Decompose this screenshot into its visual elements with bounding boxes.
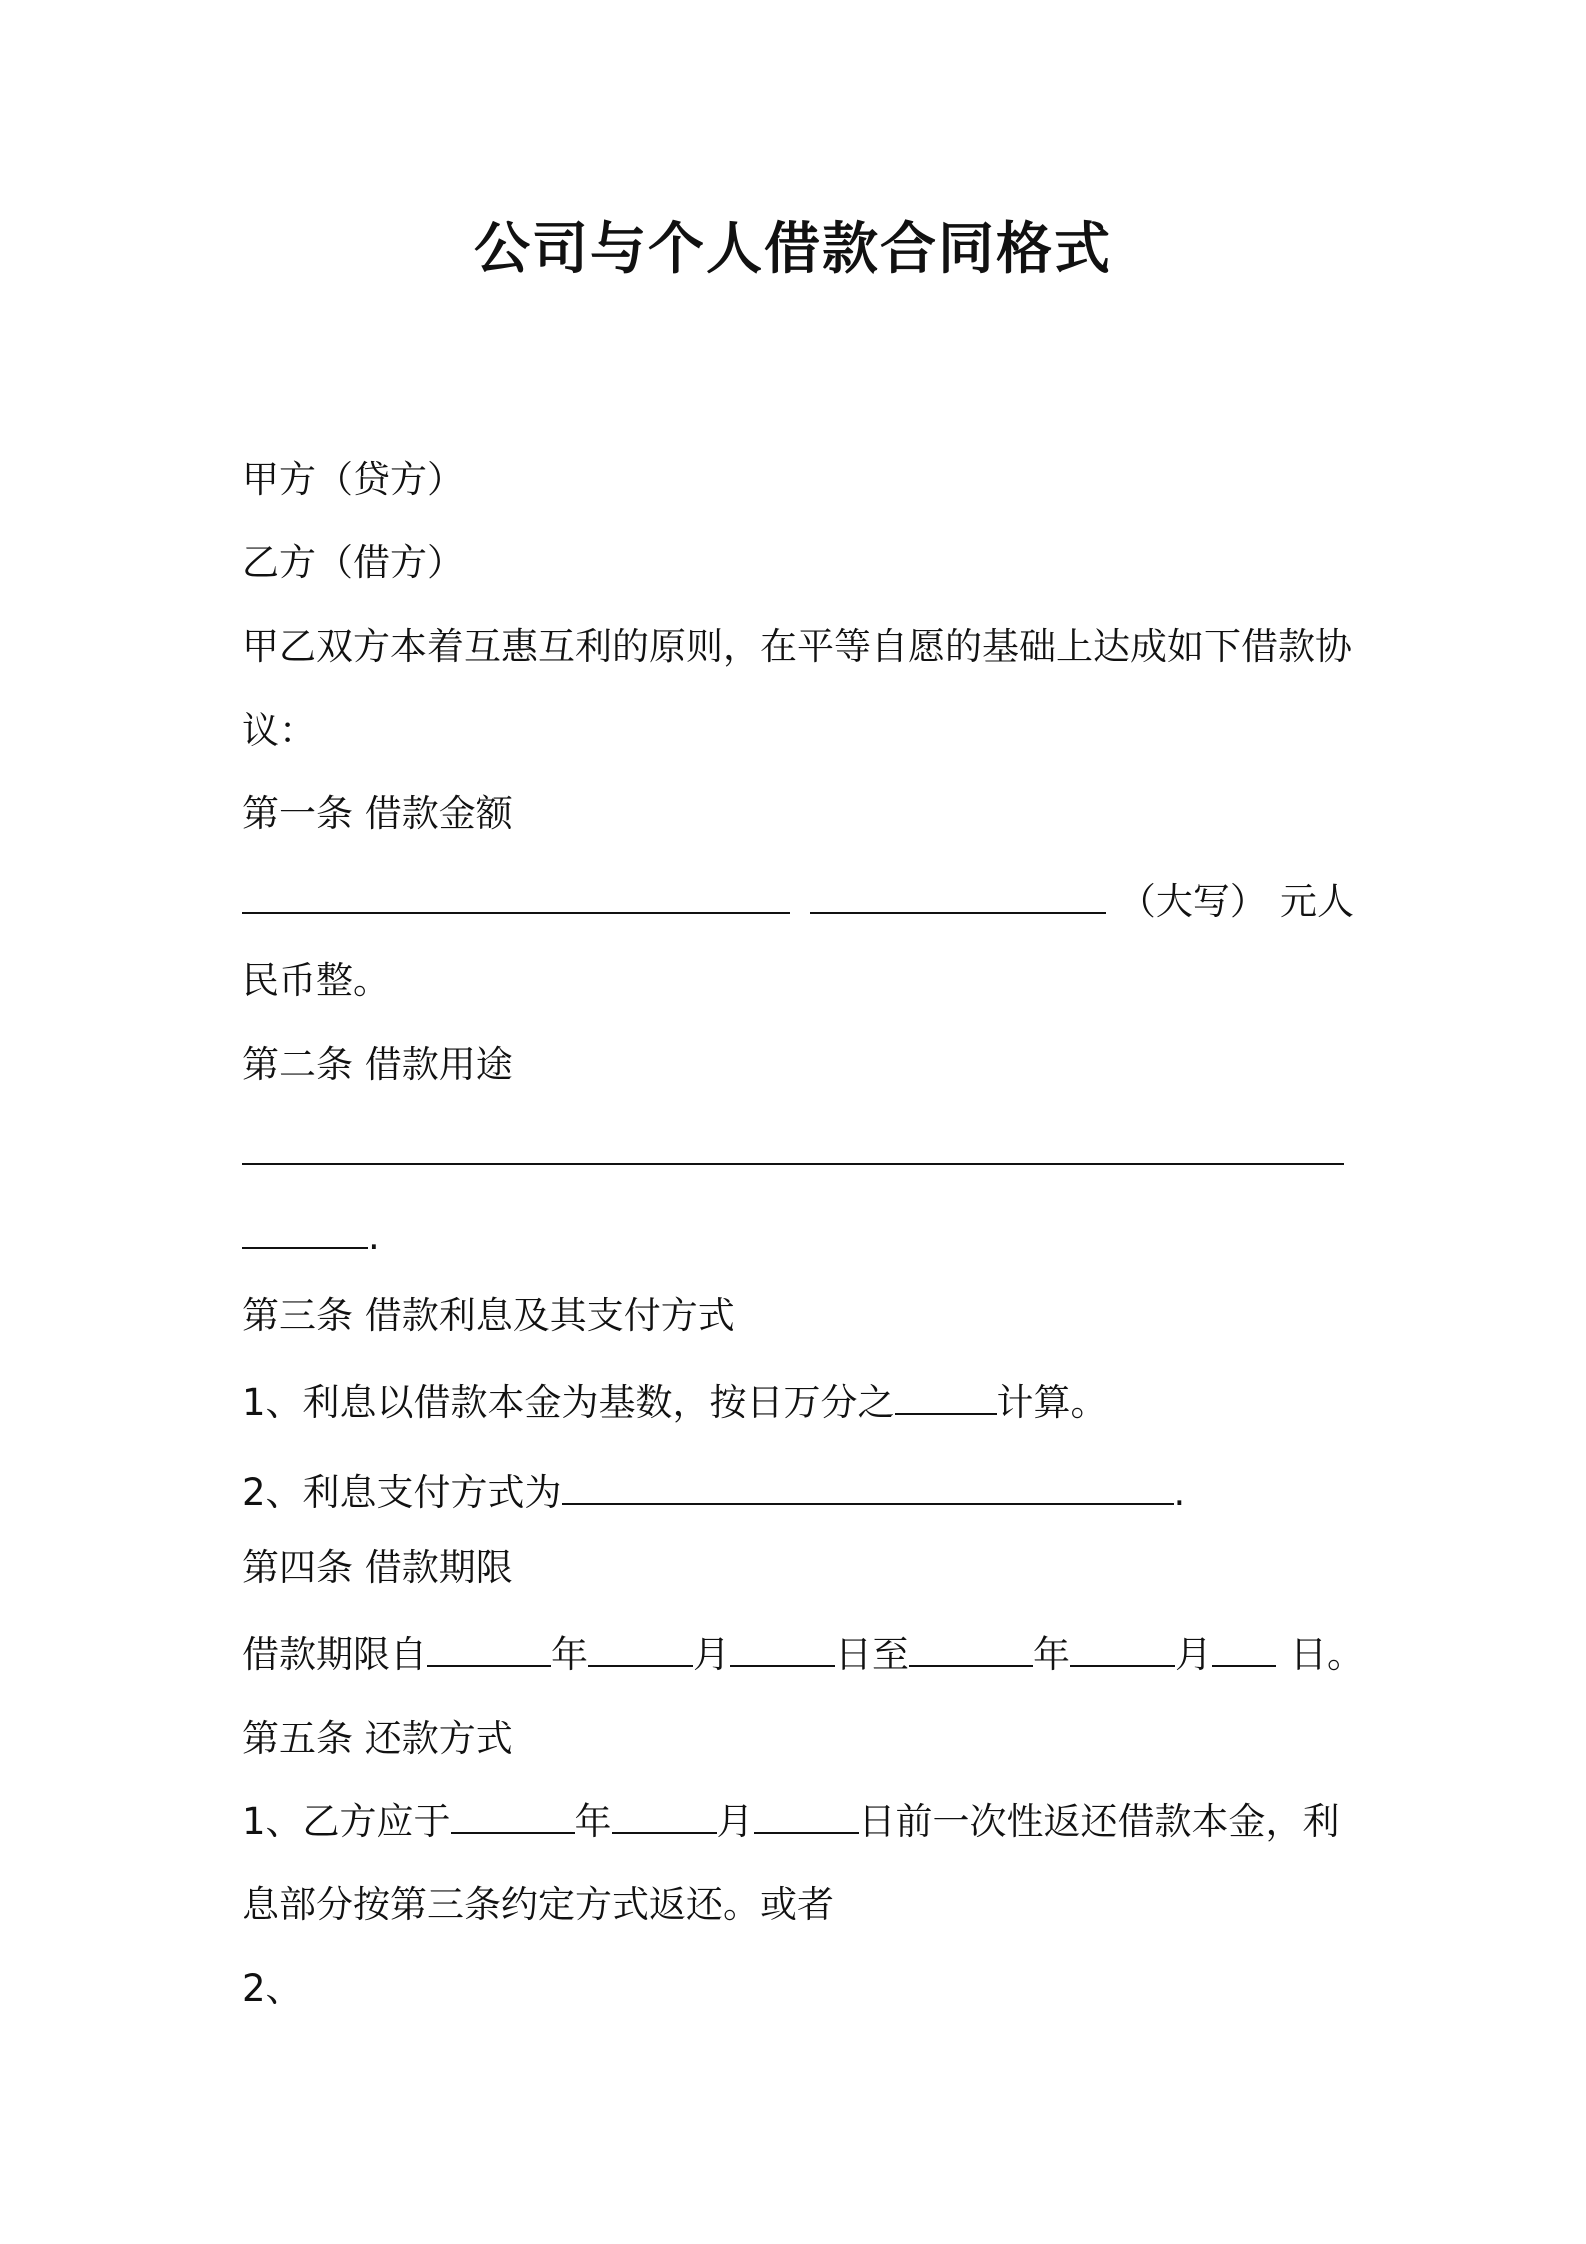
amount-blank[interactable] (242, 878, 790, 914)
repay-year-label: 年 (574, 1800, 612, 1843)
amount-blank-2[interactable] (810, 878, 1106, 914)
end-year-blank[interactable] (909, 1631, 1033, 1667)
interest-payment-line (242, 1468, 1362, 1518)
article-2-heading: 第二条 借款用途 (242, 1043, 513, 1086)
repayment-item-2: 2、 (242, 1967, 303, 2010)
end-month-blank[interactable] (1070, 1631, 1175, 1667)
interest-rate-pre: 1、利息以借款本金为基数，按日万分之 (242, 1381, 895, 1424)
end-day-blank[interactable] (1212, 1631, 1276, 1667)
repay-month-blank[interactable] (612, 1798, 717, 1834)
repayment-pre: 1、乙方应于 (242, 1800, 451, 1843)
purpose-line-1 (242, 1128, 1362, 1178)
repay-year-blank[interactable] (451, 1798, 575, 1834)
term-to-label: 日至 (835, 1633, 909, 1676)
interest-rate-blank[interactable] (895, 1379, 997, 1415)
intro-line-2: 议： (242, 709, 316, 752)
repay-month-label: 月 (716, 1800, 754, 1843)
article-1-heading: 第一条 借款金额 (242, 792, 513, 835)
repay-day-blank[interactable] (754, 1798, 859, 1834)
article-5-heading: 第五条 还款方式 (242, 1717, 513, 1760)
article-3-heading: 第三条 借款利息及其支付方式 (242, 1294, 735, 1337)
article-1-end: 民币整。 (242, 959, 390, 1002)
end-month-label: 月 (1175, 1633, 1212, 1676)
document-title: 公司与个人借款合同格式 (474, 217, 1112, 282)
loan-term-line (242, 1630, 1362, 1680)
start-day-blank[interactable] (730, 1631, 835, 1667)
purpose-blank[interactable] (242, 1129, 1344, 1165)
interest-payment-blank[interactable] (562, 1469, 1174, 1505)
start-month-blank[interactable] (588, 1631, 693, 1667)
repayment-post: 日前一次性返还借款本金，利 (858, 1800, 1340, 1843)
amount-unit-label: 元人 (1279, 880, 1354, 923)
start-year-label: 年 (551, 1633, 588, 1676)
interest-rate-line (242, 1378, 1362, 1428)
start-year-blank[interactable] (427, 1631, 551, 1667)
interest-payment-post: . (1173, 1471, 1186, 1514)
end-year-label: 年 (1033, 1633, 1070, 1676)
amount-caps-label: （大写） (1118, 880, 1267, 923)
purpose-end: . (368, 1215, 380, 1258)
repayment-line-2: 息部分按第三条约定方式返还。或者 (242, 1883, 834, 1926)
start-month-label: 月 (693, 1633, 730, 1676)
purpose-blank-2[interactable] (242, 1213, 368, 1249)
party-b-label: 乙方（借方） (242, 541, 464, 584)
article-1-amount-line (242, 877, 1354, 927)
repayment-line-1 (242, 1797, 1362, 1847)
interest-payment-pre: 2、利息支付方式为 (242, 1471, 562, 1514)
article-4-heading: 第四条 借款期限 (242, 1546, 513, 1589)
end-day-label: 日。 (1290, 1633, 1364, 1676)
purpose-line-2 (242, 1212, 1362, 1262)
term-from-label: 借款期限自 (242, 1633, 427, 1676)
intro-line-1: 甲乙双方本着互惠互利的原则，在平等自愿的基础上达成如下借款协 (242, 625, 1352, 668)
party-a-label: 甲方（贷方） (242, 458, 464, 501)
interest-rate-post: 计算。 (996, 1381, 1108, 1424)
